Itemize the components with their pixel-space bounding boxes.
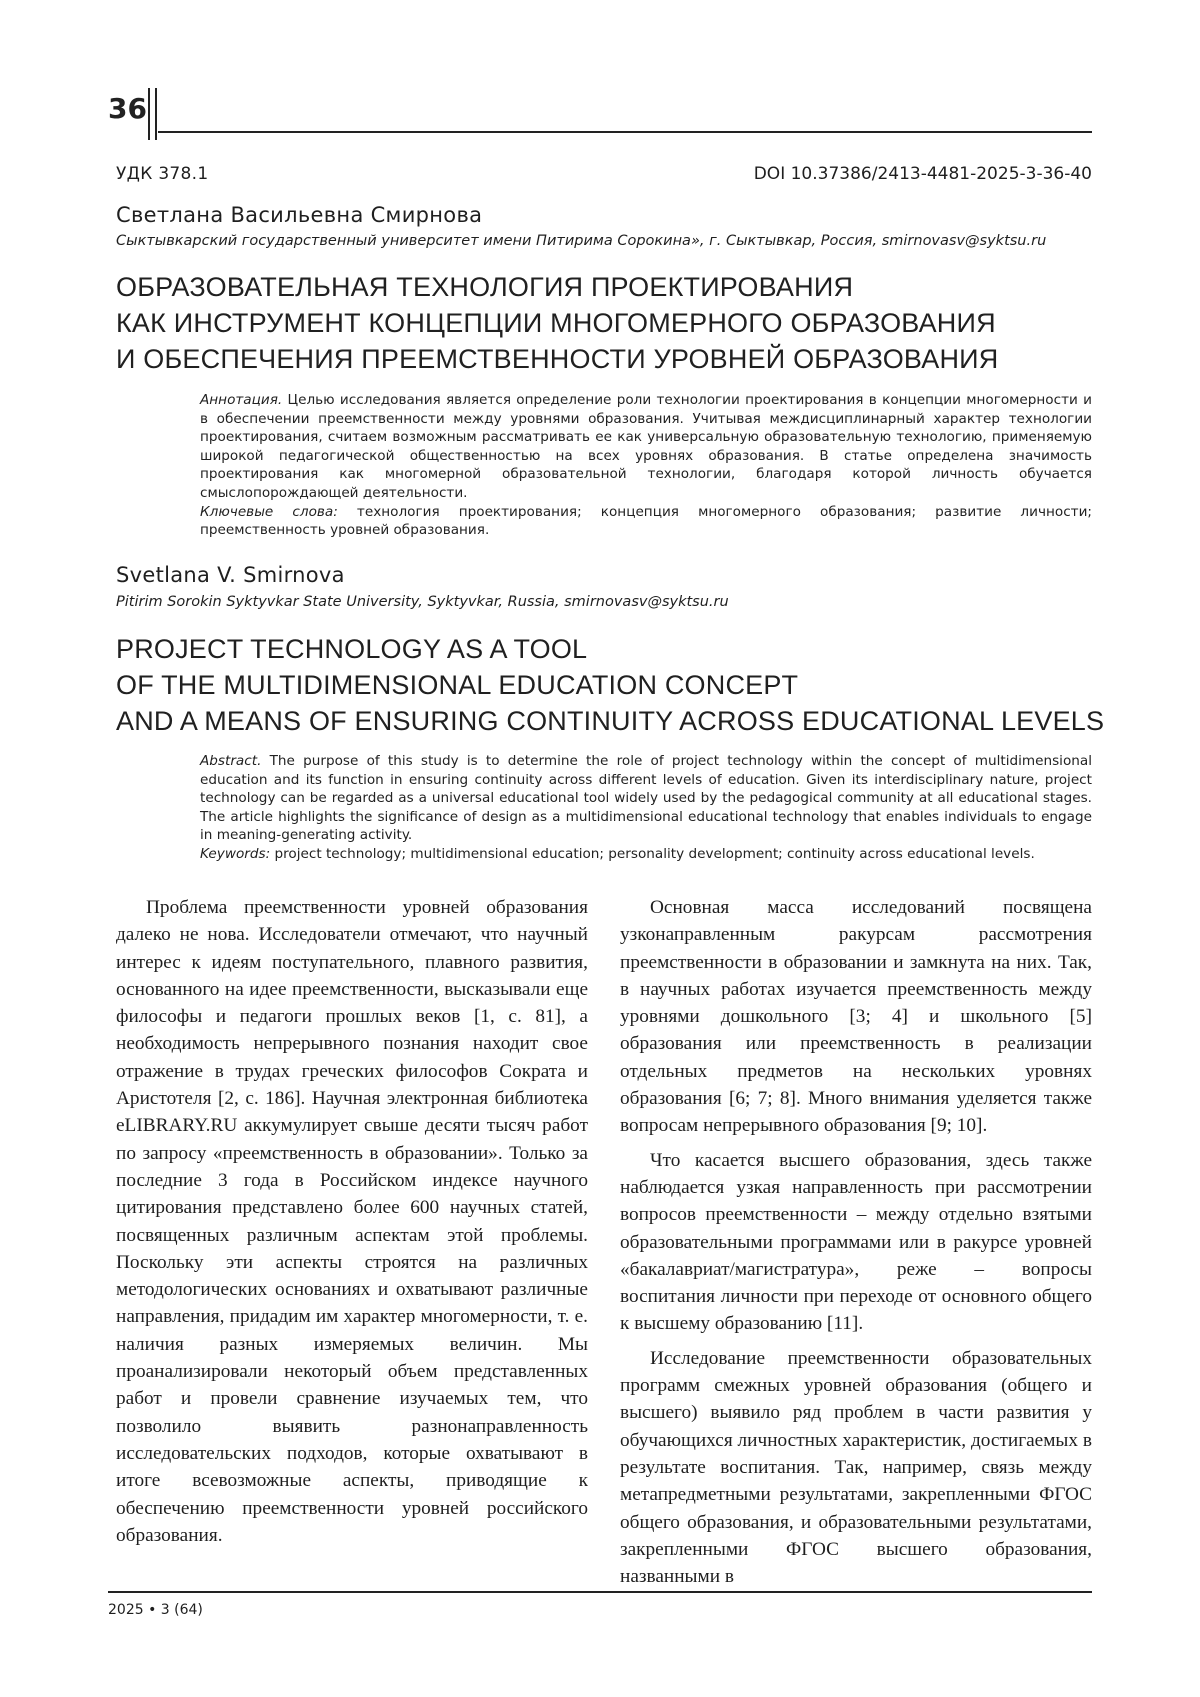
- keywords-label: Keywords:: [200, 845, 271, 862]
- keywords-text: project technology; multidimensional education; personality development; continuity across educational levels.: [270, 845, 1035, 862]
- author-ru: Светлана Васильевна Смирнова: [116, 203, 483, 227]
- udk-code: УДК 378.1: [116, 164, 209, 184]
- title-line: И ОБЕСПЕЧЕНИЯ ПРЕЕМСТВЕННОСТИ УРОВНЕЙ ОБРАЗОВАНИЯ: [116, 344, 999, 374]
- footer-rule: [108, 1591, 1092, 1593]
- abstract-text: The purpose of this study is to determine the role of project technology within the concept of multidimensional education and its function in ensuring continuity across different levels of education. Given its interdisciplinary nature, project technology can be regarded as a universal educational tool widely used by the pedagogical community at all educational stages. The article highlights the significance of design as a multidimensional educational technology that enables individuals to engage in meaning-generating activity.: [200, 753, 1092, 844]
- abstract-ru-paragraph: [200, 391, 1092, 503]
- body-column-left: [116, 894, 588, 1556]
- doi: DOI 10.37386/2413-4481-2025-3-36-40: [753, 164, 1092, 184]
- body-paragraph: Проблема преемственности уровней образования далеко не нова. Исследователи отмечают, что научный интерес к идеям поступательного, плавного развития, основанного на идее преемственности, высказывали еще философы и педагоги прошлых веков [1, с. 81], а необходимость непрерывного познания находит свое отражение в трудах греческих философов Сократа и Аристотеля [2, с. 186]. Научная электронная библиотека eLIBRARY.RU аккумулирует свыше десяти тысяч работ по запросу «преемственность в образовании». Только за последние 3 года в Российском индексе научного цитирования представлено более 600 научных статей, посвященных различным аспектам этой проблемы. Поскольку эти аспекты строятся на различных методологических основаниях и охватывают различные направления, придадим им характер многомерности, т. е. наличия разных измеряемых величин. Мы проанализировали некоторый объем представленных работ и провели сравнение изучаемых тем, что позволило выявить разнонаправленность исследовательских подходов, которые охватывают в итоге всевозможные аспекты, приводящие к обеспечению преемственности уровней российского образования.: [116, 897, 588, 1546]
- title-line: OF THE MULTIDIMENSIONAL EDUCATION CONCEPT: [116, 670, 799, 700]
- keywords-label: Ключевые слова:: [200, 503, 338, 520]
- author-en: Svetlana V. Smirnova: [116, 563, 345, 587]
- abstract-label: Abstract.: [200, 753, 262, 769]
- abstract-ru: [200, 391, 1092, 540]
- body-paragraph: Исследование преемственности образовательных программ смежных уровней образования (общего и высшего) выявило ряд проблем в части развития у обучающихся личностных характеристик, достигаемых в результате воспитания. Так, например, связь между метапредметными результатами, закрепленными ФГОС общего образования, и образовательными результатами, закрепленными ФГОС высшего образования, названными в: [620, 1347, 1092, 1588]
- body-column-right: [620, 894, 1092, 1597]
- header-vertical-rule: [148, 88, 150, 140]
- issue-footer: 2025 • 3 (64): [108, 1602, 203, 1618]
- body-paragraph: Основная масса исследований посвящена узконаправленным ракурсам рассмотрения преемственности в образовании и замкнута на них. Так, в научных работах изучается преемственность между уровнями дошкольного [3; 4] и школьного [5] образования или преемственность в реализации отдельных предметов на нескольких уровнях образования [6; 7; 8]. Много внимания уделяется также вопросам непрерывного образования [9; 10].: [620, 897, 1092, 1137]
- abstract-en: [200, 752, 1092, 864]
- keywords-en: [200, 845, 1092, 864]
- title-line: ОБРАЗОВАТЕЛЬНАЯ ТЕХНОЛОГИЯ ПРОЕКТИРОВАНИЯ: [116, 272, 854, 302]
- header-rule: [158, 131, 1092, 133]
- affiliation-ru: Сыктывкарский государственный университет имени Питирима Сорокина», г. Сыктывкар, Россия, smirnovasv@syktsu.ru: [116, 233, 1047, 249]
- title-line: КАК ИНСТРУМЕНТ КОНЦЕПЦИИ МНОГОМЕРНОГО ОБРАЗОВАНИЯ: [116, 308, 996, 338]
- affiliation-en: Pitirim Sorokin Syktyvkar State University, Syktyvkar, Russia, smirnovasv@syktsu.ru: [116, 594, 729, 610]
- header-vertical-rule: [155, 88, 157, 140]
- keywords-text: технология проектирования; концепция многомерного образования; развитие личности; преемственность уровней образования.: [200, 503, 1092, 539]
- keywords-ru: [200, 503, 1092, 540]
- abstract-label: Аннотация.: [200, 392, 283, 408]
- abstract-text: Целью исследования является определение роли технологии проектирования в концепции многомерности и в обеспечении преемственности между уровнями образования. Учитывая междисциплинарный характер технологии проектирования, считаем возможным рассматривать ее как универсальную образовательную технологию, применяемую широкой педагогической общественностью на всех уровнях образования. В статье определена значимость проектирования как многомерной образовательной технологии, благодаря которой личность обучается смыслопорождающей деятельности.: [200, 392, 1092, 501]
- title-en: [116, 631, 1116, 739]
- title-line: AND A MEANS OF ENSURING CONTINUITY ACROSS EDUCATIONAL LEVELS: [116, 706, 1105, 736]
- title-line: PROJECT TECHNOLOGY AS A TOOL: [116, 634, 588, 664]
- page-number: 36: [108, 92, 147, 125]
- body-paragraph: Что касается высшего образования, здесь также наблюдается узкая направленность при рассмотрении вопросов преемственности – между отдельно взятыми образовательными программами или в ракурсе уровней «бакалавриат/магистратура», реже – вопросы воспитания личности при переходе от основного общего к высшему образованию [11].: [620, 1149, 1092, 1335]
- title-ru: [116, 269, 1116, 377]
- abstract-en-paragraph: [200, 752, 1092, 845]
